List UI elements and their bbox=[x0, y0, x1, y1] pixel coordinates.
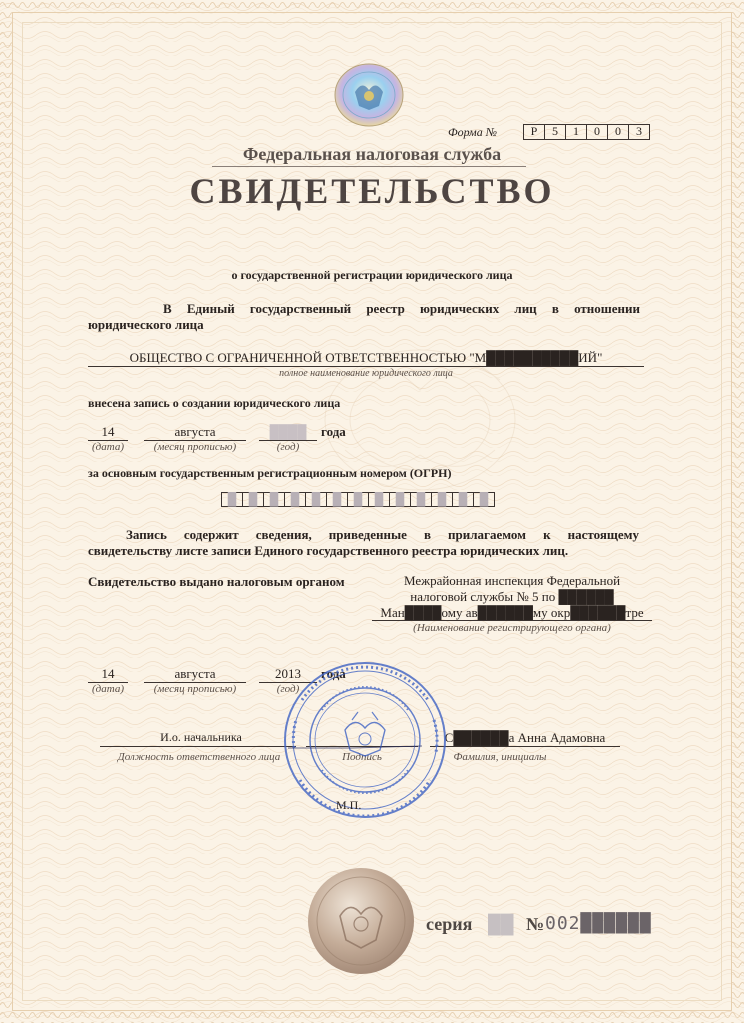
ogrn-digit: █ bbox=[347, 492, 369, 507]
signer-position-underline bbox=[100, 746, 296, 747]
signer-name: С██████а Анна Адамовна bbox=[444, 730, 606, 745]
number-label: № bbox=[526, 914, 545, 934]
record-month-caption: (месяц прописью) bbox=[153, 441, 237, 453]
record-year-suffix: года bbox=[321, 424, 346, 439]
issue-day-caption: (дата) bbox=[92, 683, 124, 695]
service-underline bbox=[212, 166, 526, 167]
ogrn-boxes bbox=[222, 492, 495, 507]
signer-name-caption: Фамилия, инициалы bbox=[453, 751, 547, 763]
document-title: СВИДЕТЕЛЬСТВО bbox=[189, 171, 555, 211]
form-code-char: 5 bbox=[544, 124, 566, 140]
issuer-line-2: налоговой службы № 5 по ██████ bbox=[410, 589, 614, 604]
issue-year: 2013 bbox=[275, 666, 301, 681]
record-day: 14 bbox=[101, 424, 115, 439]
series-value: ██ bbox=[488, 914, 514, 934]
intro-line-2: юридического лица bbox=[88, 317, 204, 332]
series-label: серия bbox=[426, 914, 473, 934]
form-code-char: 3 bbox=[628, 124, 650, 140]
official-stamp-icon bbox=[282, 660, 448, 820]
issuer-line-3: Ман████ому ав██████му окр██████тре bbox=[380, 605, 644, 620]
issuer-line-1: Межрайонная инспекция Федеральной bbox=[403, 573, 621, 588]
form-label: Форма № bbox=[448, 125, 498, 139]
issuer-caption: (Наименование регистрирующего органа) bbox=[413, 622, 611, 634]
ogrn-digit: █ bbox=[452, 492, 474, 507]
ogrn-digit: █ bbox=[389, 492, 411, 507]
issued-by-label: Свидетельство выдано налоговым органом bbox=[88, 574, 345, 589]
service-name: Федеральная налоговая служба bbox=[242, 144, 502, 164]
form-code-char: Р bbox=[523, 124, 545, 140]
org-name-underline bbox=[88, 366, 644, 367]
ogrn-digit: █ bbox=[368, 492, 390, 507]
hologram-emblem-icon bbox=[333, 62, 405, 128]
issuer-underline bbox=[372, 620, 652, 621]
ogrn-label: за основным государственным регистрационным номером (ОГРН) bbox=[88, 466, 452, 480]
ogrn-digit: █ bbox=[326, 492, 348, 507]
ogrn-digit: █ bbox=[284, 492, 306, 507]
statement-line-1: Запись содержит сведения, приведенные в прилагаемом к настоящему bbox=[126, 527, 639, 542]
issue-day: 14 bbox=[101, 666, 115, 681]
record-year-caption: (год) bbox=[276, 441, 300, 453]
ogrn-digit: █ bbox=[431, 492, 453, 507]
record-month: августа bbox=[174, 424, 216, 439]
org-name-caption: полное наименование юридического лица bbox=[279, 368, 453, 379]
issue-year-caption: (год) bbox=[276, 683, 300, 695]
seal-place-label: М.П. bbox=[336, 798, 362, 812]
signer-name-underline bbox=[430, 746, 620, 747]
record-made-label: внесена запись о создании юридического лица bbox=[88, 396, 341, 410]
form-code-char: 1 bbox=[565, 124, 587, 140]
ogrn-digit: █ bbox=[221, 492, 243, 507]
ogrn-digit: █ bbox=[242, 492, 264, 507]
signer-position-caption: Должность ответственного лица bbox=[117, 751, 281, 763]
form-code-char: 0 bbox=[607, 124, 629, 140]
intro-line-1: В Единый государственный реестр юридических лиц в отношении bbox=[163, 301, 640, 316]
ogrn-digit: █ bbox=[263, 492, 285, 507]
inner-frame bbox=[22, 22, 722, 1001]
record-year: ████ bbox=[269, 424, 307, 439]
issue-month-caption: (месяц прописью) bbox=[153, 683, 237, 695]
embossed-seal-icon bbox=[306, 866, 416, 976]
record-day-caption: (дата) bbox=[92, 441, 124, 453]
ogrn-digit: █ bbox=[410, 492, 432, 507]
signature-caption: Подпись bbox=[342, 751, 382, 763]
ogrn-digit: █ bbox=[305, 492, 327, 507]
subtitle: о государственной регистрации юридического лица bbox=[231, 268, 513, 282]
form-code-char: 0 bbox=[586, 124, 608, 140]
organization-name: ОБЩЕСТВО С ОГРАНИЧЕННОЙ ОТВЕТСТВЕННОСТЬЮ "М██████████ИЙ" bbox=[129, 350, 603, 365]
issue-month: августа bbox=[174, 666, 216, 681]
number-value: 002██████ bbox=[545, 913, 652, 934]
ogrn-digit: █ bbox=[473, 492, 495, 507]
statement-line-2: свидетельству листе записи Единого государственного реестра юридических лиц. bbox=[88, 543, 569, 558]
issue-year-suffix: года bbox=[321, 666, 346, 681]
form-code-boxes bbox=[524, 124, 650, 140]
signer-position: И.о. начальника bbox=[160, 730, 242, 744]
